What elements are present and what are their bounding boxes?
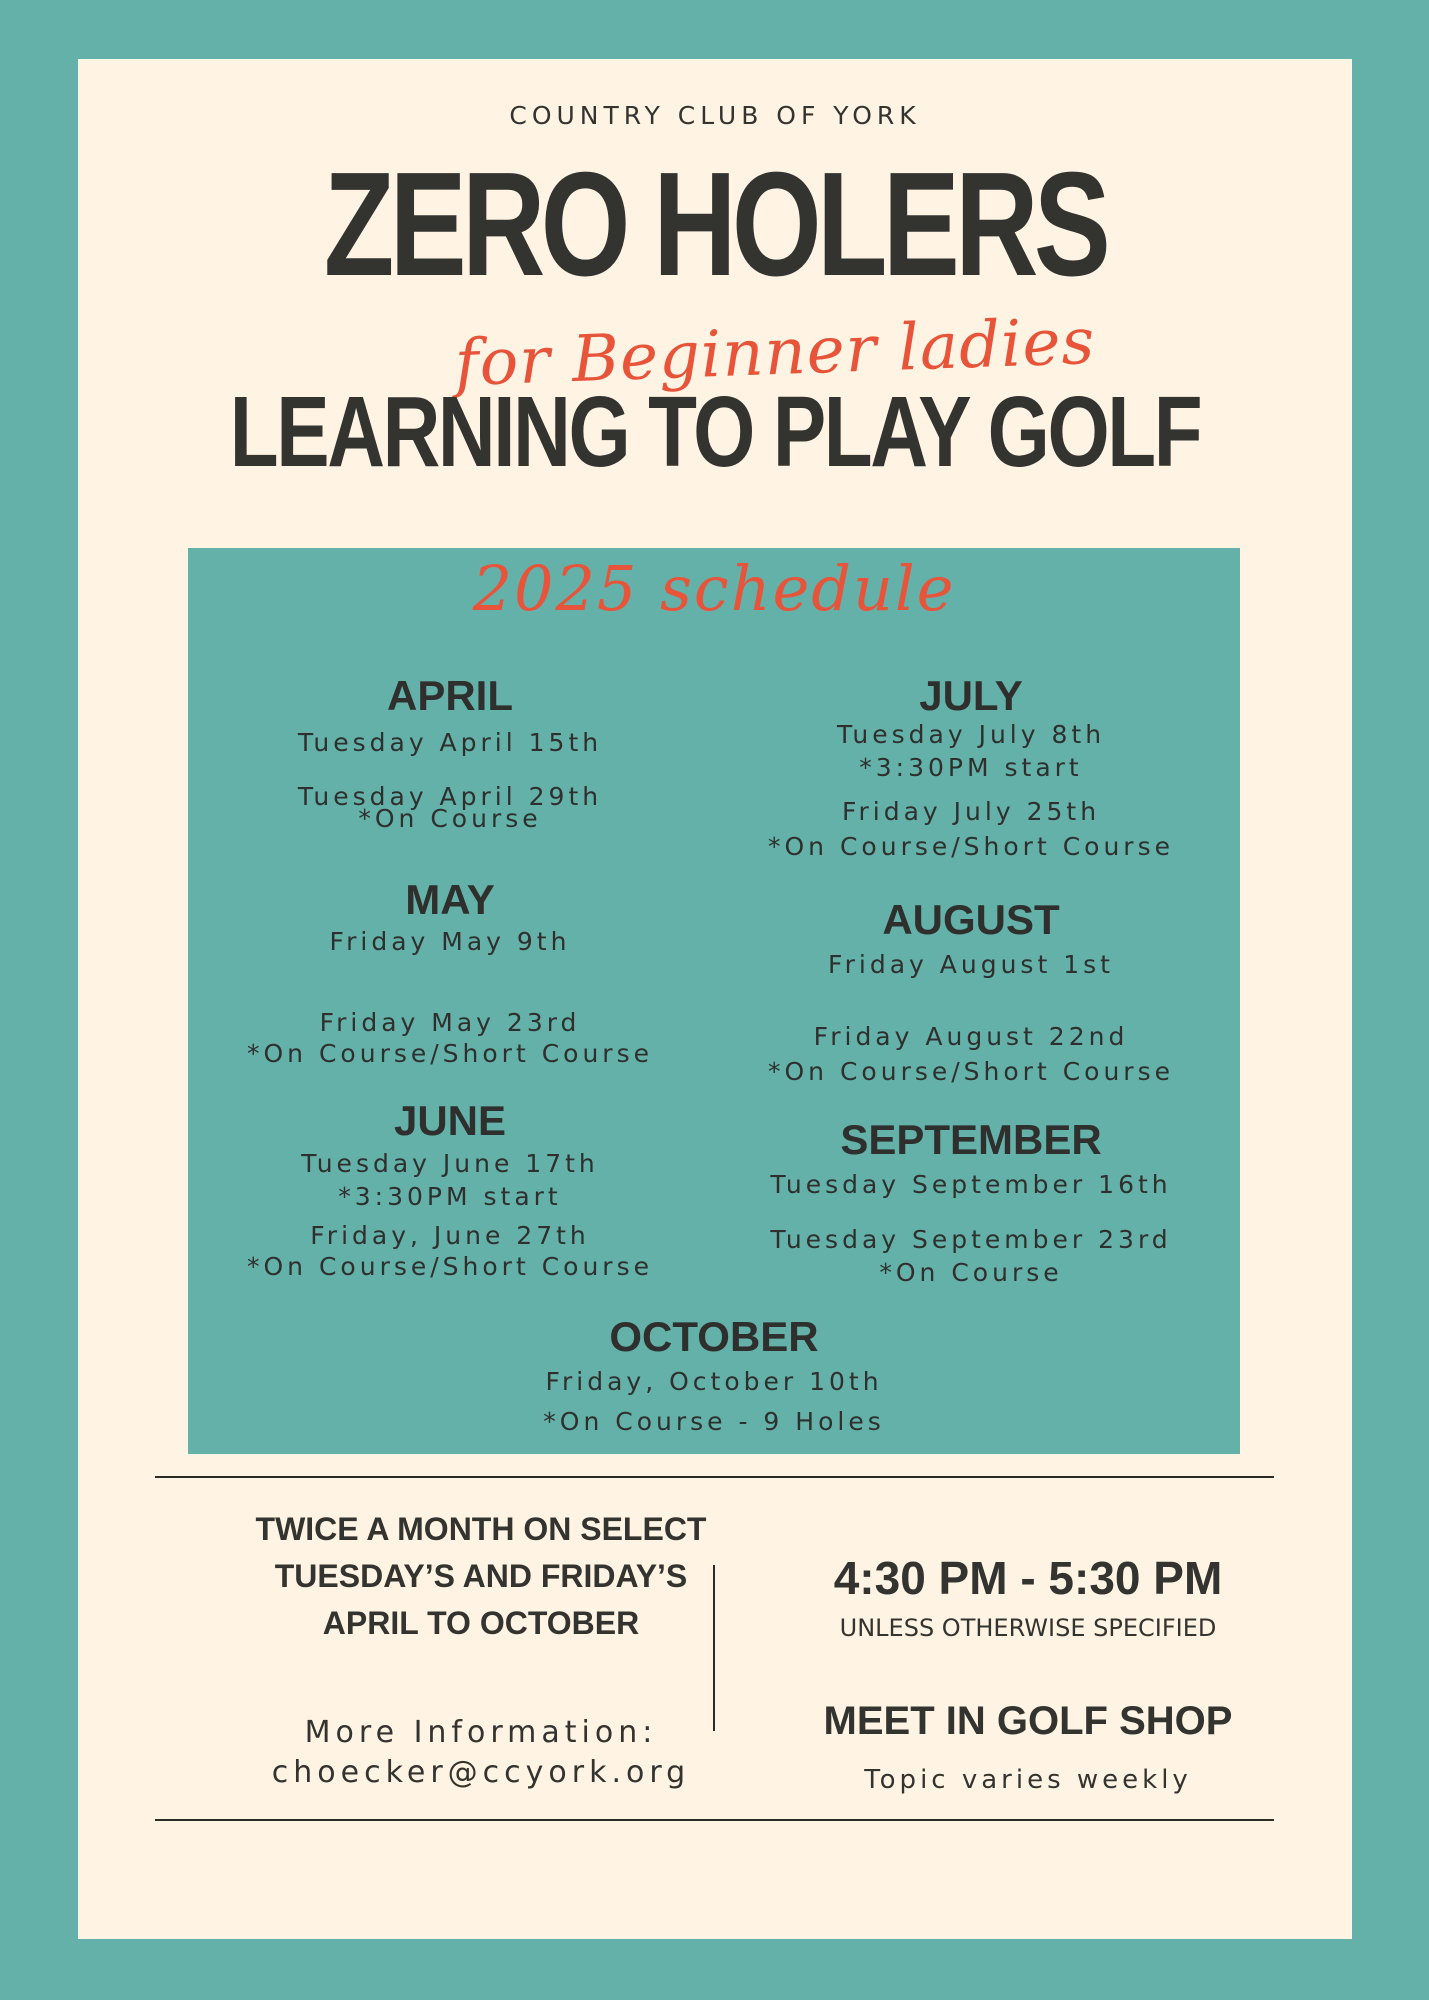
divider-top bbox=[155, 1476, 1274, 1478]
session-time: 4:30 PM - 5:30 PM bbox=[833, 1552, 1223, 1604]
note-july-25: *On Course/Short Course bbox=[768, 832, 1174, 861]
tagline: LEARNING TO PLAY GOLF bbox=[229, 376, 1201, 488]
date-april-15: Tuesday April 15th bbox=[297, 728, 603, 757]
main-title: ZERO HOLERS bbox=[323, 142, 1107, 307]
more-info-label: More Information: bbox=[304, 1715, 658, 1750]
month-april: APRIL bbox=[387, 672, 513, 719]
meeting-location: MEET IN GOLF SHOP bbox=[823, 1699, 1233, 1743]
date-october-10: Friday, October 10th bbox=[545, 1367, 883, 1396]
date-may-23: Friday May 23rd bbox=[319, 1008, 581, 1037]
note-june-27: *On Course/Short Course bbox=[247, 1252, 653, 1281]
note-october-10: *On Course - 9 Holes bbox=[543, 1407, 885, 1436]
note-july-8: *3:30PM start bbox=[859, 753, 1083, 782]
date-september-23: Tuesday September 23rd bbox=[770, 1225, 1172, 1254]
date-june-17: Tuesday June 17th bbox=[301, 1149, 599, 1178]
date-september-16: Tuesday September 16th bbox=[770, 1170, 1172, 1199]
date-july-8: Tuesday July 8th bbox=[836, 720, 1106, 749]
divider-bottom bbox=[155, 1819, 1274, 1821]
time-note: UNLESS OTHERWISE SPECIFIED bbox=[839, 1614, 1217, 1642]
divider-vertical bbox=[713, 1565, 715, 1731]
note-august-22: *On Course/Short Course bbox=[768, 1057, 1174, 1086]
date-august-22: Friday August 22nd bbox=[813, 1022, 1129, 1051]
frequency-text: TWICE A MONTH ON SELECT TUESDAY’S AND FRIDAY’S APRIL TO OCTOBER bbox=[255, 1511, 707, 1641]
date-august-1: Friday August 1st bbox=[828, 950, 1114, 979]
date-april-29: Tuesday April 29th bbox=[297, 782, 603, 811]
note-april-29: *On Course bbox=[358, 804, 542, 833]
date-june-27: Friday, June 27th bbox=[310, 1221, 590, 1250]
subtitle-script: for Beginner ladies bbox=[453, 304, 1097, 402]
month-august: AUGUST bbox=[882, 896, 1060, 943]
schedule-title: 2025 schedule bbox=[472, 552, 956, 625]
month-june: JUNE bbox=[393, 1097, 507, 1144]
flyer-page bbox=[78, 59, 1352, 1939]
schedule-panel bbox=[188, 548, 1240, 1454]
month-may: MAY bbox=[405, 876, 495, 923]
club-name: COUNTRY CLUB OF YORK bbox=[509, 101, 921, 130]
note-june-17: *3:30PM start bbox=[338, 1182, 562, 1211]
contact-email-link[interactable]: choecker@ccyork.org bbox=[271, 1755, 691, 1790]
date-may-9: Friday May 9th bbox=[329, 927, 571, 956]
topic-note: Topic varies weekly bbox=[864, 1765, 1192, 1795]
note-september-23: *On Course bbox=[879, 1258, 1063, 1287]
note-may-23: *On Course/Short Course bbox=[247, 1039, 653, 1068]
date-july-25: Friday July 25th bbox=[841, 797, 1101, 826]
month-july: JULY bbox=[919, 672, 1023, 719]
month-october: OCTOBER bbox=[609, 1313, 819, 1360]
month-september: SEPTEMBER bbox=[840, 1116, 1102, 1163]
